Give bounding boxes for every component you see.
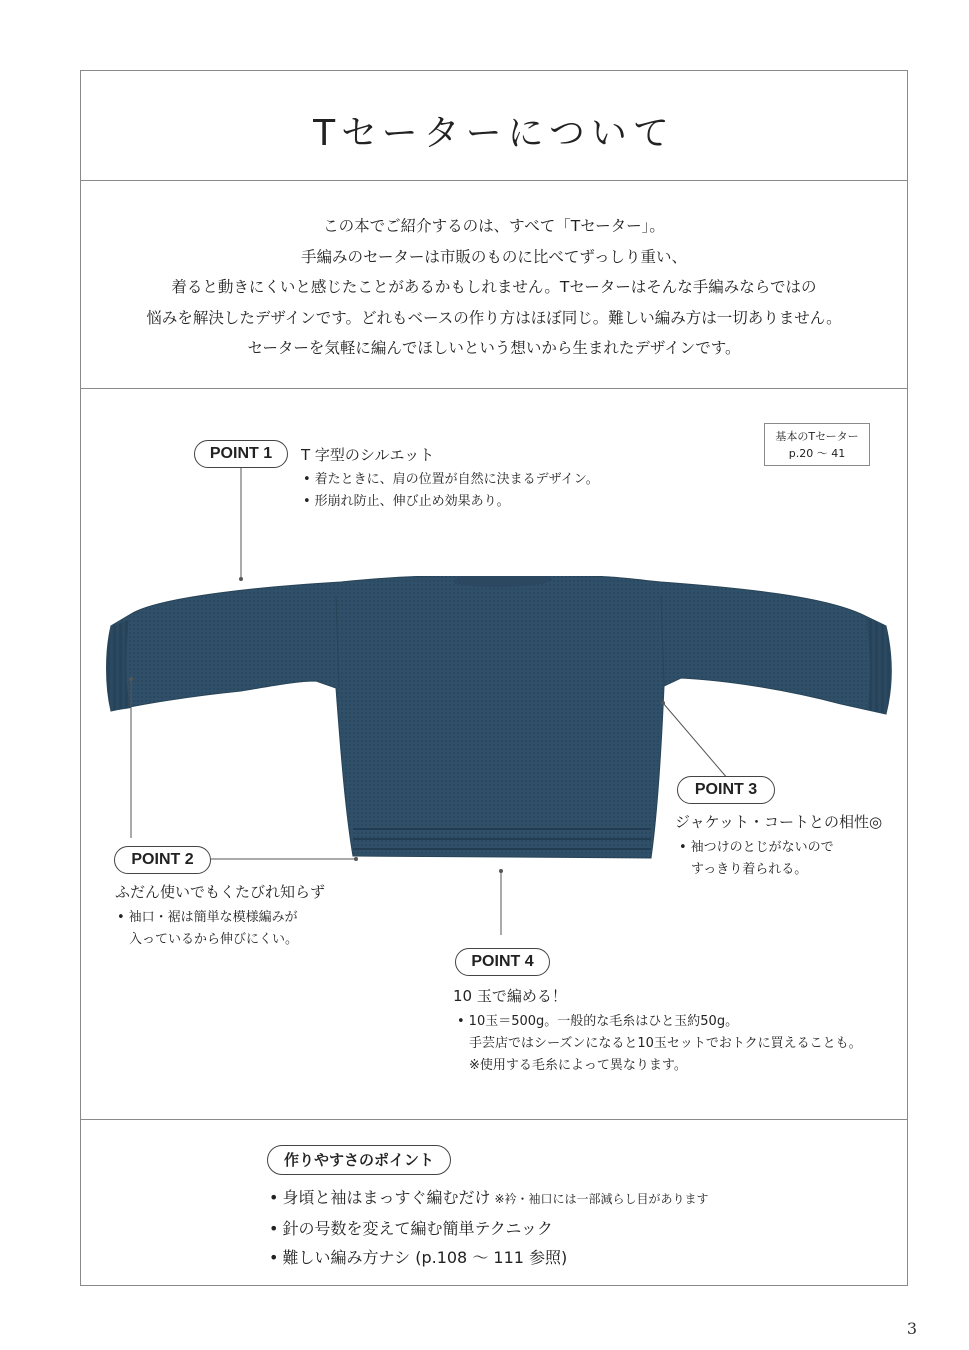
list-item: • 袖口・裾は簡単な模様編みが [117, 907, 298, 929]
list-item [269, 1183, 709, 1214]
point3-bullets [679, 837, 834, 881]
list-item: ※使用する毛糸によって異なります。 [469, 1058, 687, 1073]
reference-title: 基本のTセーター [775, 430, 859, 443]
page-frame [80, 70, 908, 1286]
point1-title: T 字型のシルエット [301, 446, 435, 464]
list-item [269, 1214, 709, 1243]
list-item: • 10玉＝500g。一般的な毛糸はひと玉約50g。 [457, 1011, 862, 1033]
point1-badge: POINT 1 [194, 440, 288, 468]
list-item: 手芸店ではシーズンになると10玉セットでおトクに買えることも。 [469, 1036, 862, 1051]
point4-badge: POINT 4 [455, 948, 550, 976]
intro-line: 手編みのセーターは市販のものに比べてずっしり重い、 [301, 247, 687, 266]
ease-item-text: 針の号数を変えて編む簡単テクニック [282, 1219, 553, 1238]
intro-line: セーターを気軽に編んでほしいという想いから生まれたデザインです。 [247, 339, 741, 357]
list-item: • 形崩れ防止、伸び止め効果あり。 [303, 491, 599, 513]
ease-item-text: 難しい編み方ナシ (p.108 ～ 111 参照) [282, 1248, 568, 1267]
list-item: 入っているから伸びにくい。 [129, 932, 299, 947]
intro-line: 悩みを解決したデザインです。どれもベースの作り方はほぼ同じ。難しい編み方は一切ありません。 [146, 308, 842, 327]
ease-list [269, 1183, 709, 1272]
list-item: • 袖つけのとじがないので [679, 837, 834, 859]
point2-bullets [117, 907, 298, 951]
point4-title: 10 玉で編める！ [453, 987, 567, 1005]
intro-line: この本でご紹介するのは、すべて「Tセーター」。 [323, 217, 665, 235]
ease-heading: 作りやすさのポイント [267, 1145, 451, 1175]
list-item: • 着たときに、肩の位置が自然に決まるデザイン。 [303, 469, 599, 491]
ease-item-text: 身頃と袖はまっすぐ編むだけ [282, 1188, 491, 1207]
point3-badge: POINT 3 [677, 776, 775, 804]
intro-line: 着ると動きにくいと感じたことがあるかもしれません。Tセーターはそんな手編みならではの [171, 278, 817, 296]
reference-pages: p.20 ～ 41 [788, 447, 846, 460]
point2-title: ふだん使いでもくたびれ知らず [115, 883, 326, 901]
page-number: 3 [906, 1319, 917, 1338]
ease-item-note: ※衿・袖口には一部減らし目があります [494, 1192, 709, 1206]
point4-bullets [457, 1011, 862, 1077]
list-item [269, 1243, 709, 1272]
point2-badge: POINT 2 [114, 846, 211, 874]
leader-lines [81, 71, 909, 1287]
point3-title: ジャケット・コートとの相性◎ [675, 813, 883, 831]
list-item: すっきり着られる。 [691, 862, 808, 877]
page-title: Tセーターについて [313, 113, 675, 154]
point1-bullets [303, 469, 599, 513]
